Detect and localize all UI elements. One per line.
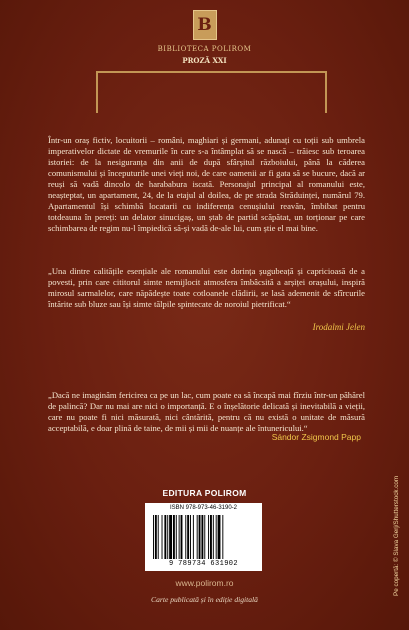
quote-paragraph-1: „Una dintre calitățile esențiale ale romanului este dorința șugubeață și capricioasă de a povesti, prin care cititorul simte nemijlocit atmosfera îmbâcsită a arșiței orașului, inspiră mirosul sarmalelor, care năpădește toate cotloanele clădirii, se lasă ademenit de sfîrcurile întărite sub bluze sau își simte tălpile spintecate de noroiul pietrificat.“ <box>48 265 365 309</box>
barcode-image <box>151 515 256 559</box>
blurb-paragraph: Într-un oraș fictiv, locuitorii – români, maghiari și germani, adunați cu toții sub umbrela imperativelor dictate de vremurile în care s-a întâmplat să se nască – trăiesc sub teroarea istoriei: de la nesiguranța din anii de după sfârșitul războiului, până la căderea comunismului și începuturile unei vieți noi, de care oamenii ar fi gata să se bucure, dacă ar reuși să vadă dincolo de harababura iscată. Personajul principal al romanului este, neașteptat, un apartament, 24, de la etajul al doilea, de pe strada Străduinței, numărul 79. Apartamentul își schimbă locatarii cu indiferența cenușiului reavăn, îmbibat pentru totdeauna în pereți: un delator sinucigaș, un ștab de partid scăpătat, un torționar pe care schimbarea de regim nu-l împiedică să-și vadă de-ale lui, cum știe el mai bine. <box>48 134 365 233</box>
series-subtitle: PROZĂ XXI <box>182 56 227 65</box>
quote-paragraph-2: „Dacă ne imaginăm fericirea ca pe un lac, cum poate ea să încapă mai fîrziu într-un păhărel de palincă? Dar nu mai are nici o importanță. E o înșelătorie delicată și inevitabilă a vieții, care nu poate fi nici măsurată, nici cântărită, pentru că nu există o unitate de măsură acceptabilă, e doar plină de taine, de mii și mii de nuanțe ale întunericului.“ <box>48 389 365 433</box>
website-link[interactable]: www.polirom.ro <box>175 578 234 588</box>
digital-edition-note: Carte publicată și în ediție digitală <box>151 595 258 604</box>
series-logo-block <box>0 10 409 65</box>
isbn-number: ISBN 978-973-46-3190-2 <box>169 505 238 511</box>
logo-letter: B <box>197 15 212 35</box>
polirom-logo <box>193 10 217 40</box>
decorative-frame <box>96 71 327 113</box>
publisher-website[interactable] <box>0 578 409 588</box>
barcode-digits: 9 789734 631902 <box>168 560 238 568</box>
publisher-name: EDITURA POLIROM <box>162 488 247 498</box>
cover-image-credit: Pe copertă: © Slava Gerj/Shutterstock.com <box>393 475 400 596</box>
quote-source-2: Sándor Zsigmond Papp <box>271 432 361 442</box>
isbn-barcode-box <box>145 503 262 571</box>
series-name: BIBLIOTECA POLIROM <box>157 45 252 53</box>
quote-source-1: Irodalmi Jelen <box>312 322 365 332</box>
